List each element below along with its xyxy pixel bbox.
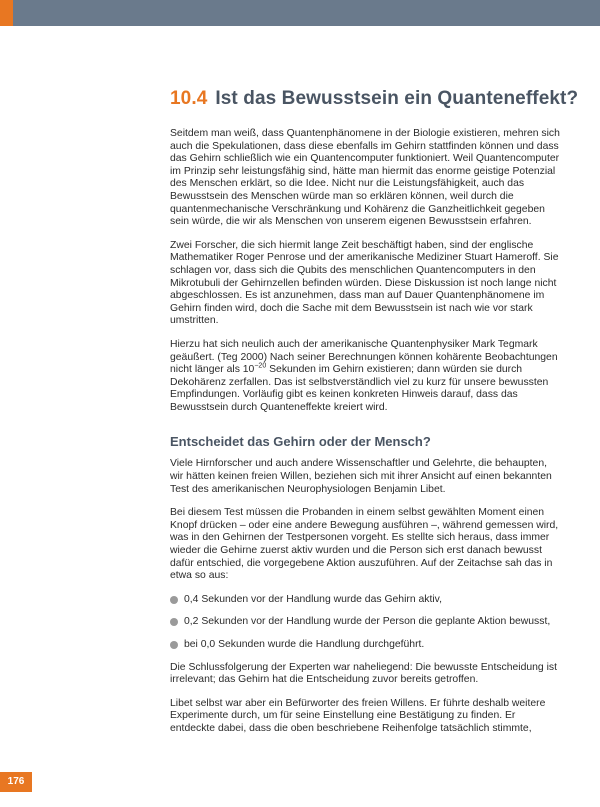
top-header-bar — [0, 0, 600, 26]
list-item: bei 0,0 Sekunden wurde die Handlung durchgeführt. — [170, 639, 560, 652]
bullet-icon — [170, 641, 178, 649]
subsection-paragraph-1: Viele Hirnforscher und auch andere Wissenschaftler und Gelehrte, die behaupten, wir hätten keinen freien Willen, beziehen sich mit ihrer Ansicht auf einen bekannten Test des amerikanischen Neurophysiologen Benjamin Libet. — [170, 458, 552, 495]
bullet-icon — [170, 596, 178, 604]
list-item: 0,4 Sekunden vor der Handlung wurde das Gehirn aktiv, — [170, 594, 560, 607]
section-number: 10.4 — [170, 88, 208, 109]
header-accent — [0, 0, 13, 26]
paragraph-1: Seitdem man weiß, dass Quantenphänomene in der Biologie existieren, mehren sich auch die Spekulationen, dass diese ebenfalls im Gehirn stattfinden können und dass das Gehirn schließlich wie ein Quantencomputer funktioniert. Weil Quantencomputer im Prinzip sehr leistungsfähig sind, hätte man hiermit das enorme geistige Potenzial des Menschen erklärt, so die Idee. Nicht nur die Leistungsfähigkeit, auch das Bewusstsein des Menschen würde man so erklären können, weil durch die quantenmechanische Verschränkung und Kohärenz die Ganzheitlichkeit gegeben sein würde, die wir als Menschen von unserem eigenen Bewusstsein erfahren. — [170, 128, 560, 228]
section-title: Ist das Bewusstsein ein Quanteneffekt? — [215, 88, 579, 109]
bullet-icon — [170, 618, 178, 626]
tegmark-text-after: Sekunden im Gehirn existieren; dann würden sie durch Dekohärenz zerfallen. Das ist selbstverständlich viel zu kurz für unsere bewussten Empfindungen. Vorläufig gibt es keinen konkreten Hinweis darauf, dass das Bewusstsein durch Quanteneffekte kreiert wird. — [170, 364, 549, 413]
tegmark-exponent: −20 — [254, 362, 267, 370]
page-number: 176 — [0, 772, 32, 792]
subsection-heading: Entscheidet das Gehirn oder der Mensch? — [170, 434, 431, 450]
timeline-list — [170, 594, 560, 652]
page-content — [170, 88, 579, 747]
closing-paragraph-2: Libet selbst war aber ein Befürworter des freien Willens. Er führte deshalb weitere Experimente durch, um für seine Einstellung eine Bestätigung zu finden. Er entdeckte dabei, dass die oben beschriebene Reihenfolge tatsächlich stimmte, — [170, 697, 546, 734]
tegmark-text-before: Hierzu hat sich neulich auch der amerikanische Quantenphysiker Mark Tegmark geäußert. (Teg 2000) Nach seiner Berechnungen können kohärente Beobachtungen nicht länger als 10 — [170, 338, 558, 376]
closing-paragraph-1: Die Schlussfolgerung der Experten war naheliegend: Die bewusste Entscheidung ist irrelevant; das Gehirn hat die Entscheidung zuvor bereits getroffen. — [170, 661, 557, 686]
paragraph-2: Zwei Forscher, die sich hiermit lange Zeit beschäftigt haben, sind der englische Mathematiker Roger Penrose und der amerikanische Mediziner Stuart Hameroff. Sie schlagen vor, dass sich die Qubits des menschlichen Quantencomputers in den Mikrotubuli der Gehirnzellen befinden würden. Diese Diskussion ist noch lange nicht abgeschlossen. Es ist anzunehmen, dass man auf Dauer Quantenphänomene im Gehirn finden wird, doch die Sache mit dem Bewusstsein ist nach wie vor stark umstritten. — [170, 239, 559, 327]
section-heading — [170, 88, 579, 110]
list-item: 0,2 Sekunden vor der Handlung wurde der Person die geplante Aktion bewusst, — [170, 616, 560, 629]
subsection-paragraph-2: Bei diesem Test müssen die Probanden in einem selbst gewählten Moment einen Knopf drücken – oder eine andere Bewegung ausführen –, während gemessen wird, was in den Gehirnen der Testpersonen vorgeht. Es stellte sich heraus, dass immer wieder die Gehirne zuerst aktiv wurden und die Person sich erst danach bewusst dafür entschied, die vorgegebene Aktion auszuführen. Auf der Zeitachse sah das in etwa so aus: — [170, 507, 559, 582]
paragraph-3 — [170, 339, 560, 415]
